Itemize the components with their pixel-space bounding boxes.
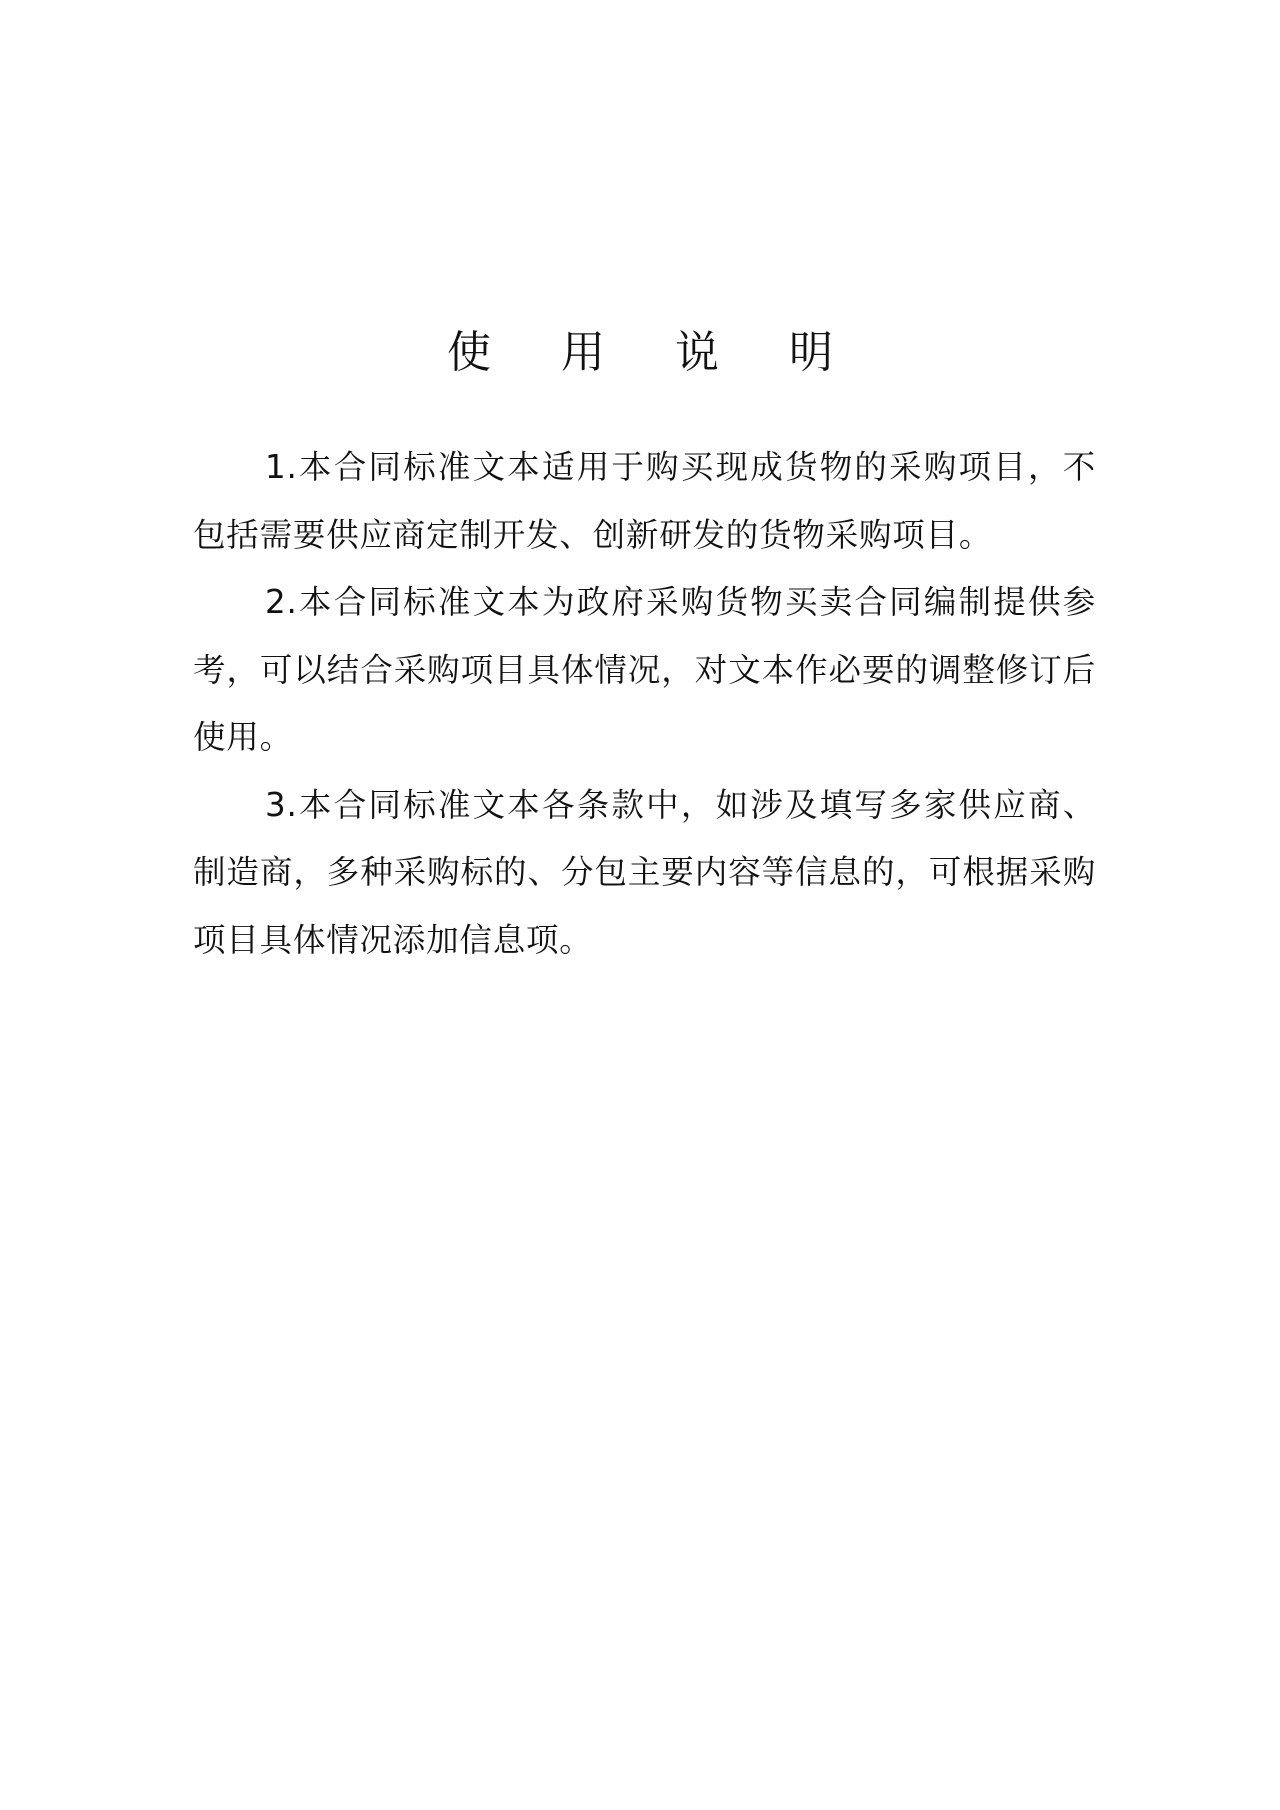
instruction-paragraph-2: 2.本合同标准文本为政府采购货物买卖合同编制提供参考，可以结合采购项目具体情况，对文本作必要的调整修订后使用。	[193, 583, 1096, 756]
page-title: 使 用 说 明	[447, 327, 861, 379]
instruction-paragraph-3: 3.本合同标准文本各条款中，如涉及填写多家供应商、制造商，多种采购标的、分包主要内容等信息的，可根据采购项目具体情况添加信息项。	[193, 785, 1096, 959]
instructions-body	[193, 434, 1096, 974]
instruction-paragraph-1: 1.本合同标准文本适用于购买现成货物的采购项目，不包括需要供应商定制开发、创新研发的货物采购项目。	[193, 448, 1096, 554]
